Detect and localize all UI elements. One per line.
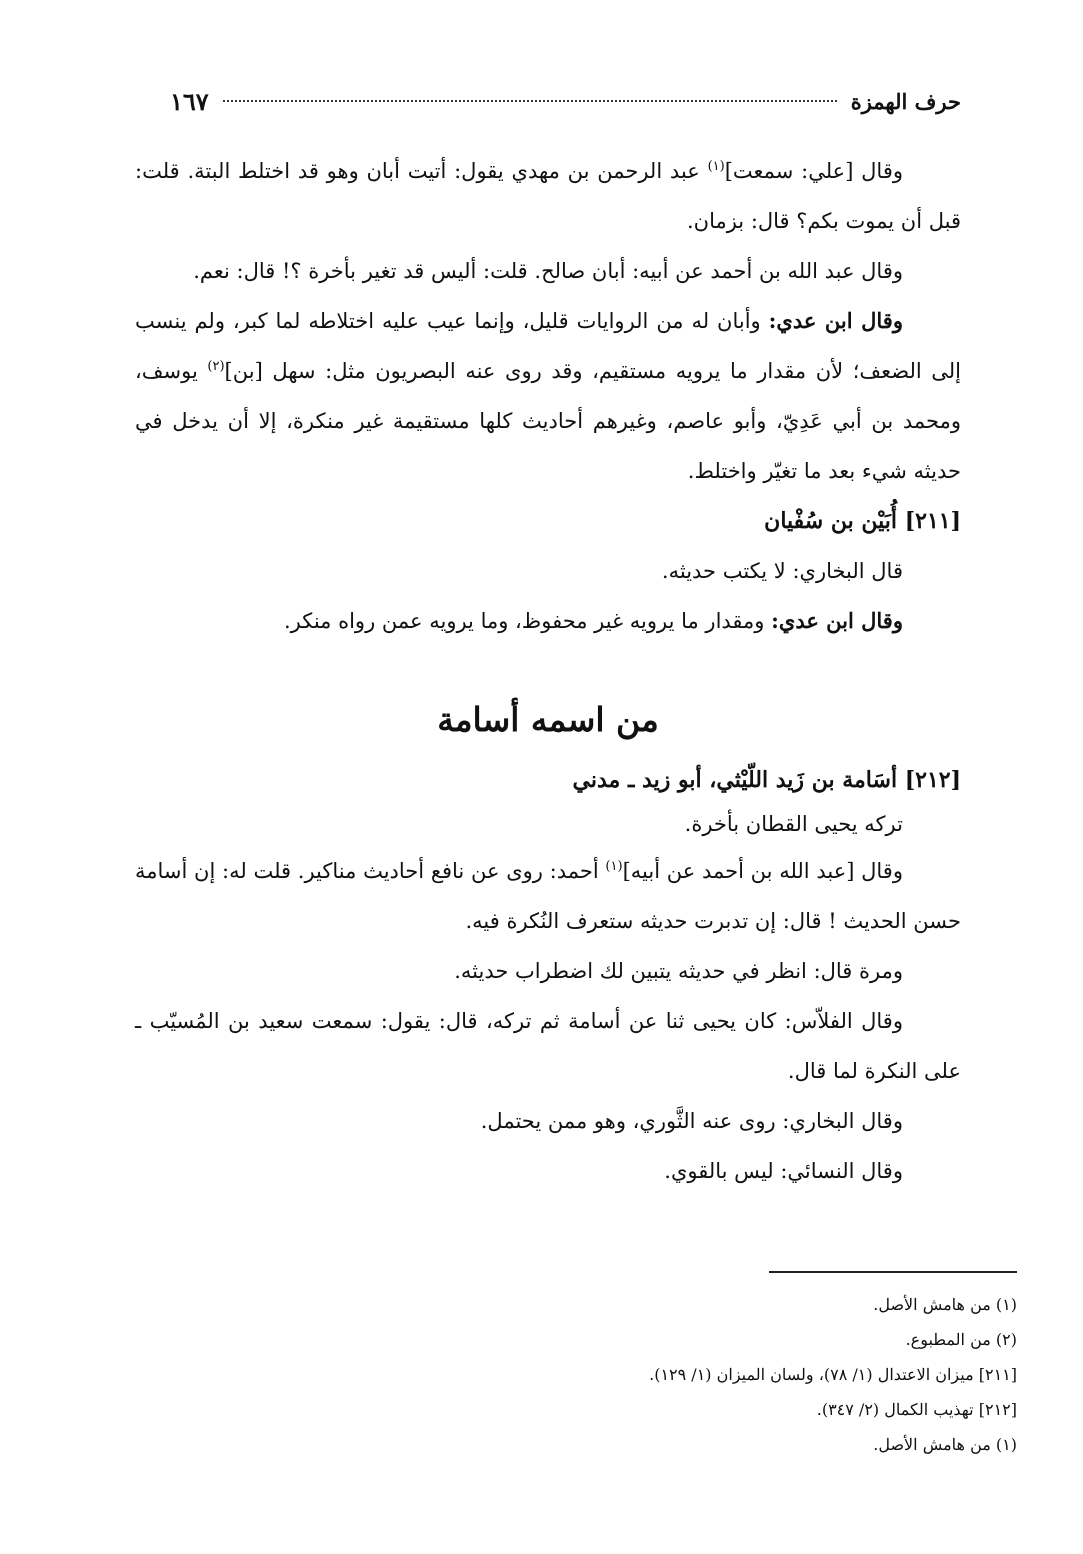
paragraph-ibn-adi-aban — [135, 296, 961, 496]
footnote: (٢) من المطبوع. — [905, 1330, 1017, 1349]
text-span: وقال [عبد الله بن أحمد عن أبيه] — [622, 859, 903, 883]
chapter-title: حرف الهمزة — [850, 88, 961, 114]
entry-212-bukhari: وقال البخاري: روى عنه الثَّوري، وهو ممن يحتمل. — [480, 1109, 903, 1133]
footnote: [٢١١] ميزان الاعتدال (١/ ٧٨)، ولسان الميزان (١/ ١٢٩). — [649, 1365, 1017, 1384]
text-span: وقال [علي: سمعت] — [724, 159, 903, 183]
footnote-rule — [769, 1271, 1017, 1273]
entry-212-qattan: تركه يحيى القطان بأخرة. — [684, 812, 903, 836]
speaker-label: وقال ابن عدي: — [768, 308, 903, 333]
entry-212-marra: ومرة قال: انظر في حديثه يتبين لك اضطراب حديثه. — [454, 959, 903, 983]
text-span: ومقدار ما يرويه غير محفوظ، وما يرويه عمن رواه منكر. — [283, 609, 772, 633]
text-span: أحمد: روى عن نافع أحاديث مناكير. قلت له: إن أسامة حسن الحديث ! قال: إن تدبرت حديثه ستعرف النُكرة فيه. — [135, 859, 961, 933]
footnote: [٢١٢] تهذيب الكمال (٢/ ٣٤٧). — [816, 1400, 1017, 1419]
header-dotted-rule — [223, 100, 837, 102]
paragraph-ali-quote — [135, 146, 961, 246]
footnote-marker: (١) — [605, 859, 623, 874]
text-span: يوسف، ومحمد بن أبي عَدِيّ، وأبو عاصم، وغيرهم أحاديث كلها مستقيمة غير منكرة، إلا أن يدخل في حديثه شيء بعد ما تغيّر واختلط. — [135, 359, 961, 483]
entry-212-nasai: وقال النسائي: ليس بالقوي. — [664, 1159, 903, 1183]
entry-212-heading: [٢١٢] أسَامة بن زَيد اللّيْثي، أبو زيد ـ مدني — [572, 767, 961, 793]
page-number: ١٦٧ — [170, 86, 209, 116]
footnote: (١) من هامش الأصل. — [873, 1295, 1017, 1314]
entry-211-heading: [٢١١] أُبَيْن بن سُفْيان — [764, 508, 961, 534]
entry-211-bukhari: قال البخاري: لا يكتب حديثه. — [661, 559, 903, 583]
main-text — [135, 146, 961, 1196]
footnote: (١) من هامش الأصل. — [873, 1435, 1017, 1454]
running-header — [170, 84, 961, 118]
speaker-label: وقال ابن عدي: — [771, 608, 903, 633]
section-title: من اسمه أسامة — [437, 700, 659, 739]
entry-211-ibn-adi — [135, 596, 961, 646]
text-span: وأبان له من الروايات قليل، وإنما عيب عليه اختلاطه لما كبر، ولم ينسب إلى الضعف؛ لأن مقدار ما يرويه مستقيم، وقد روى عنه البصريون مثل: سهل [بن] — [135, 309, 962, 383]
entry-212-fallas: وقال الفلاّس: كان يحيى ثنا عن أسامة ثم تركه، قال: يقول: سمعت سعيد بن المُسيّب ـ على النكرة لما قال. — [135, 1009, 961, 1083]
footnotes — [135, 1287, 1017, 1462]
text-span: عبد الرحمن بن مهدي يقول: أتيت أبان وهو قد اختلط البتة. قلت: قبل أن يموت بكم؟ قال: بزمان. — [135, 159, 961, 233]
footnote-marker: (١) — [707, 159, 725, 174]
entry-212-ahmad — [135, 846, 961, 946]
footnote-marker: (٢) — [207, 359, 225, 374]
paragraph-abdullah-quote: وقال عبد الله بن أحمد عن أبيه: أبان صالح. قلت: أليس قد تغير بأخرة ؟! قال: نعم. — [193, 259, 903, 283]
